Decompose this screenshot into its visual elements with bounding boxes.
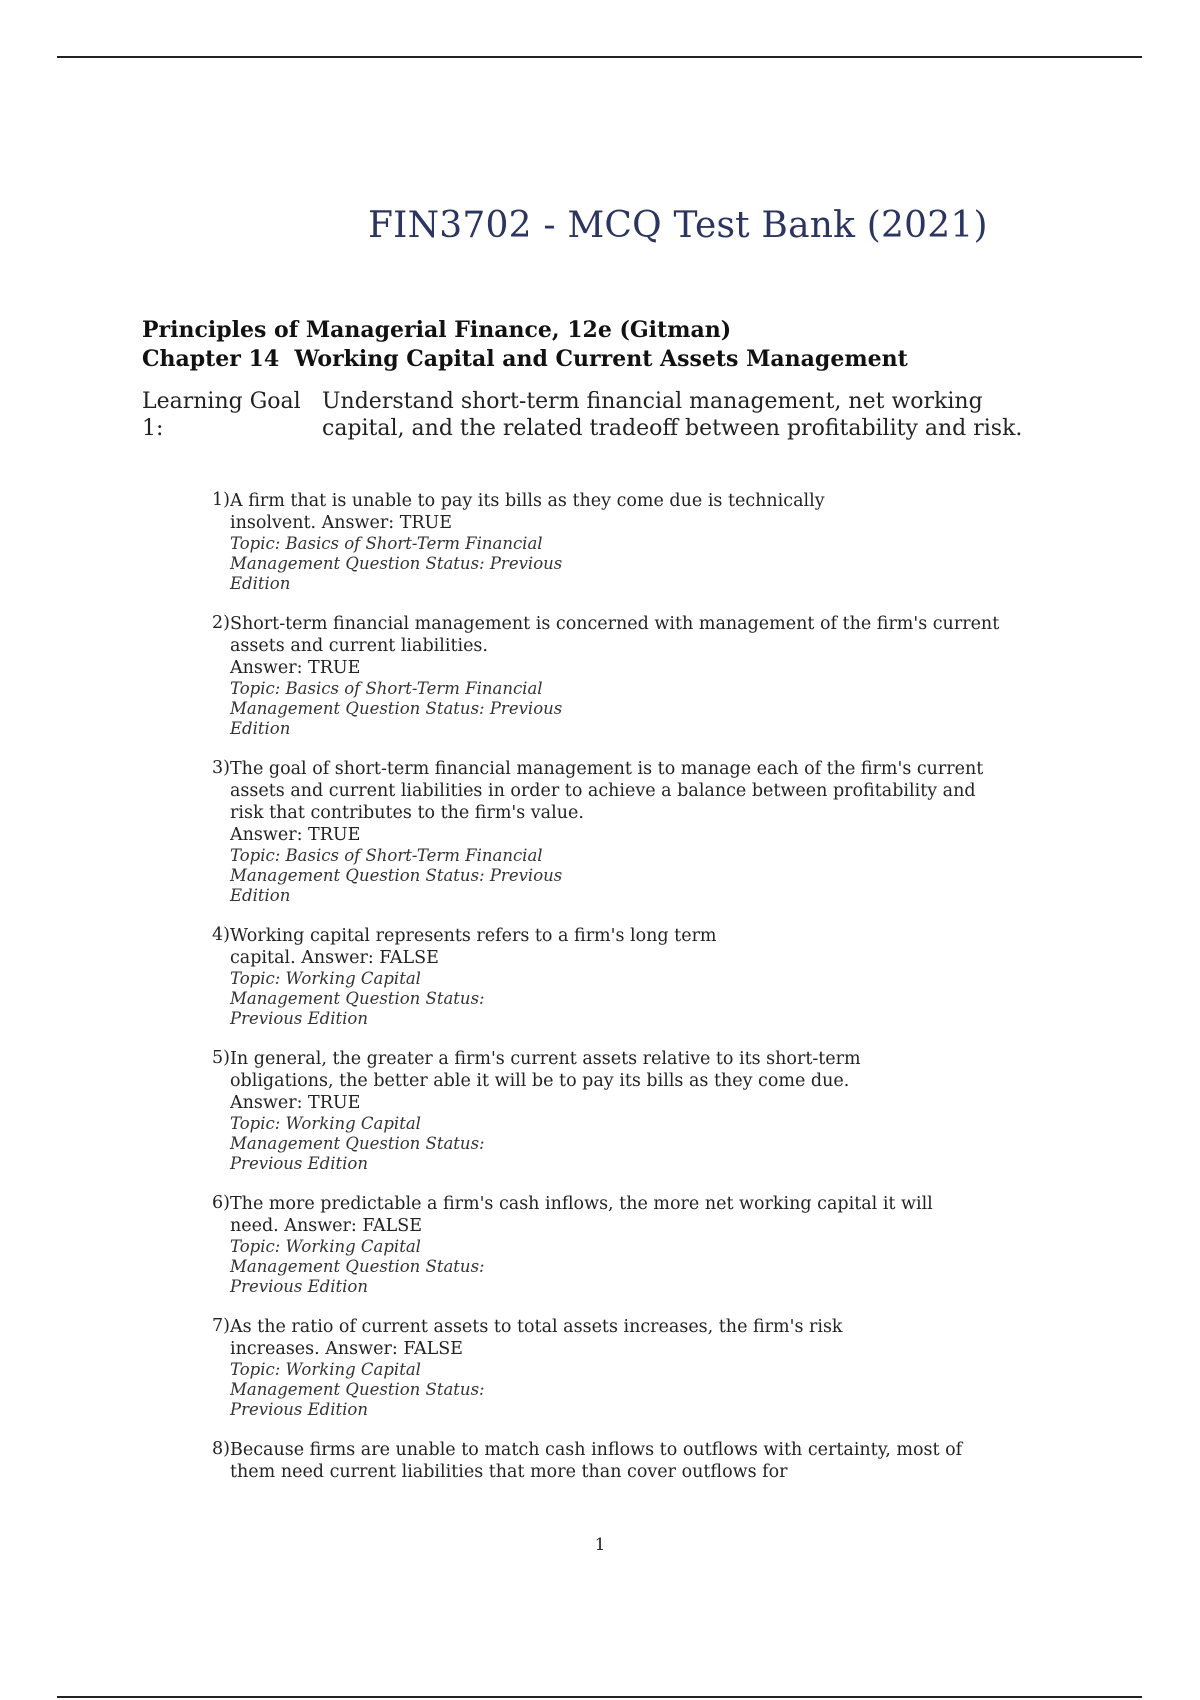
question-edition-line: Edition: [230, 574, 291, 593]
question-text: Because firms are unable to match cash inflows to outflows with certainty, most of them need current liabilities that more than cover outflows for: [230, 1440, 963, 1482]
question-status-line: Management Question Status: Previous: [230, 866, 563, 885]
book-heading: [142, 316, 908, 374]
question-edition-line: Edition: [230, 719, 291, 738]
top-rule: [57, 56, 1142, 58]
document-title: FIN3702 - MCQ Test Bank (2021): [368, 205, 988, 246]
question-item: [205, 1316, 895, 1420]
question-topic-line: Topic: Basics of Short-Term Financial: [230, 534, 543, 553]
question-topic-line: Topic: Working Capital: [230, 1114, 421, 1133]
question-topic-line: Topic: Working Capital: [230, 1237, 421, 1256]
question-item: [205, 613, 1005, 739]
question-edition-line: Previous Edition: [230, 1277, 368, 1296]
question-item: [205, 758, 990, 906]
question-topic-line: Topic: Basics of Short-Term Financial: [230, 679, 543, 698]
learning-goal: [142, 388, 1062, 442]
question-status-line: Management Question Status: Previous: [230, 699, 563, 718]
question-text: Working capital represents refers to a firm's long term capital. Answer: FALSE: [230, 926, 717, 968]
question-item: [205, 1048, 950, 1174]
question-text: In general, the greater a firm's current assets relative to its short-term obligations, the better able it will be to pay its bills as they come due.: [230, 1049, 861, 1091]
question-topic-line: Topic: Working Capital: [230, 1360, 421, 1379]
question-edition-line: Previous Edition: [230, 1009, 368, 1028]
question-answer: Answer: TRUE: [230, 658, 361, 678]
question-number: 1): [212, 490, 230, 510]
question-item: [205, 1439, 985, 1483]
chapter-title: Chapter 14 Working Capital and Current Assets Management: [142, 346, 908, 372]
page-number: 1: [594, 1535, 606, 1555]
question-item: [205, 1193, 965, 1297]
question-status-line: Management Question Status: Previous: [230, 554, 563, 573]
question-status-line: Management Question Status:: [230, 1134, 485, 1153]
question-edition-line: Previous Edition: [230, 1400, 368, 1419]
question-topic-line: Topic: Basics of Short-Term Financial: [230, 846, 543, 865]
question-list: [205, 490, 1005, 1483]
question-status-line: Management Question Status:: [230, 1257, 485, 1276]
question-number: 2): [212, 613, 230, 633]
bottom-rule: [57, 1696, 1142, 1698]
learning-goal-text: Understand short-term financial management, net working capital, and the related tradeoff between profitability and risk.: [322, 389, 1023, 441]
question-number: 6): [212, 1193, 230, 1213]
question-status-line: Management Question Status:: [230, 1380, 485, 1399]
question-number: 7): [212, 1316, 230, 1336]
question-text: A firm that is unable to pay its bills as they come due is technically insolvent. Answer: TRUE: [230, 491, 825, 533]
question-number: 4): [212, 925, 230, 945]
question-item: [205, 490, 865, 594]
question-text: The more predictable a firm's cash inflows, the more net working capital it will need. Answer: FALSE: [230, 1194, 933, 1236]
book-title: Principles of Managerial Finance, 12e (Gitman): [142, 317, 732, 343]
question-text: The goal of short-term financial management is to manage each of the firm's current assets and current liabilities in order to achieve a balance between profitability and risk that contributes to the firm's value.: [230, 759, 984, 823]
question-status-line: Management Question Status:: [230, 989, 485, 1008]
question-text: As the ratio of current assets to total assets increases, the firm's risk increases. Answer: FALSE: [230, 1317, 843, 1359]
question-number: 3): [212, 758, 230, 778]
question-item: [205, 925, 725, 1029]
question-number: 8): [212, 1439, 230, 1459]
question-topic-line: Topic: Working Capital: [230, 969, 421, 988]
question-number: 5): [212, 1048, 230, 1068]
question-answer: Answer: TRUE: [230, 825, 361, 845]
question-answer: Answer: TRUE: [230, 1093, 361, 1113]
learning-goal-label: Learning Goal 1:: [142, 389, 301, 441]
question-edition-line: Previous Edition: [230, 1154, 368, 1173]
question-edition-line: Edition: [230, 886, 291, 905]
question-text: Short-term financial management is concerned with management of the firm's current assets and current liabilities.: [230, 614, 1000, 656]
